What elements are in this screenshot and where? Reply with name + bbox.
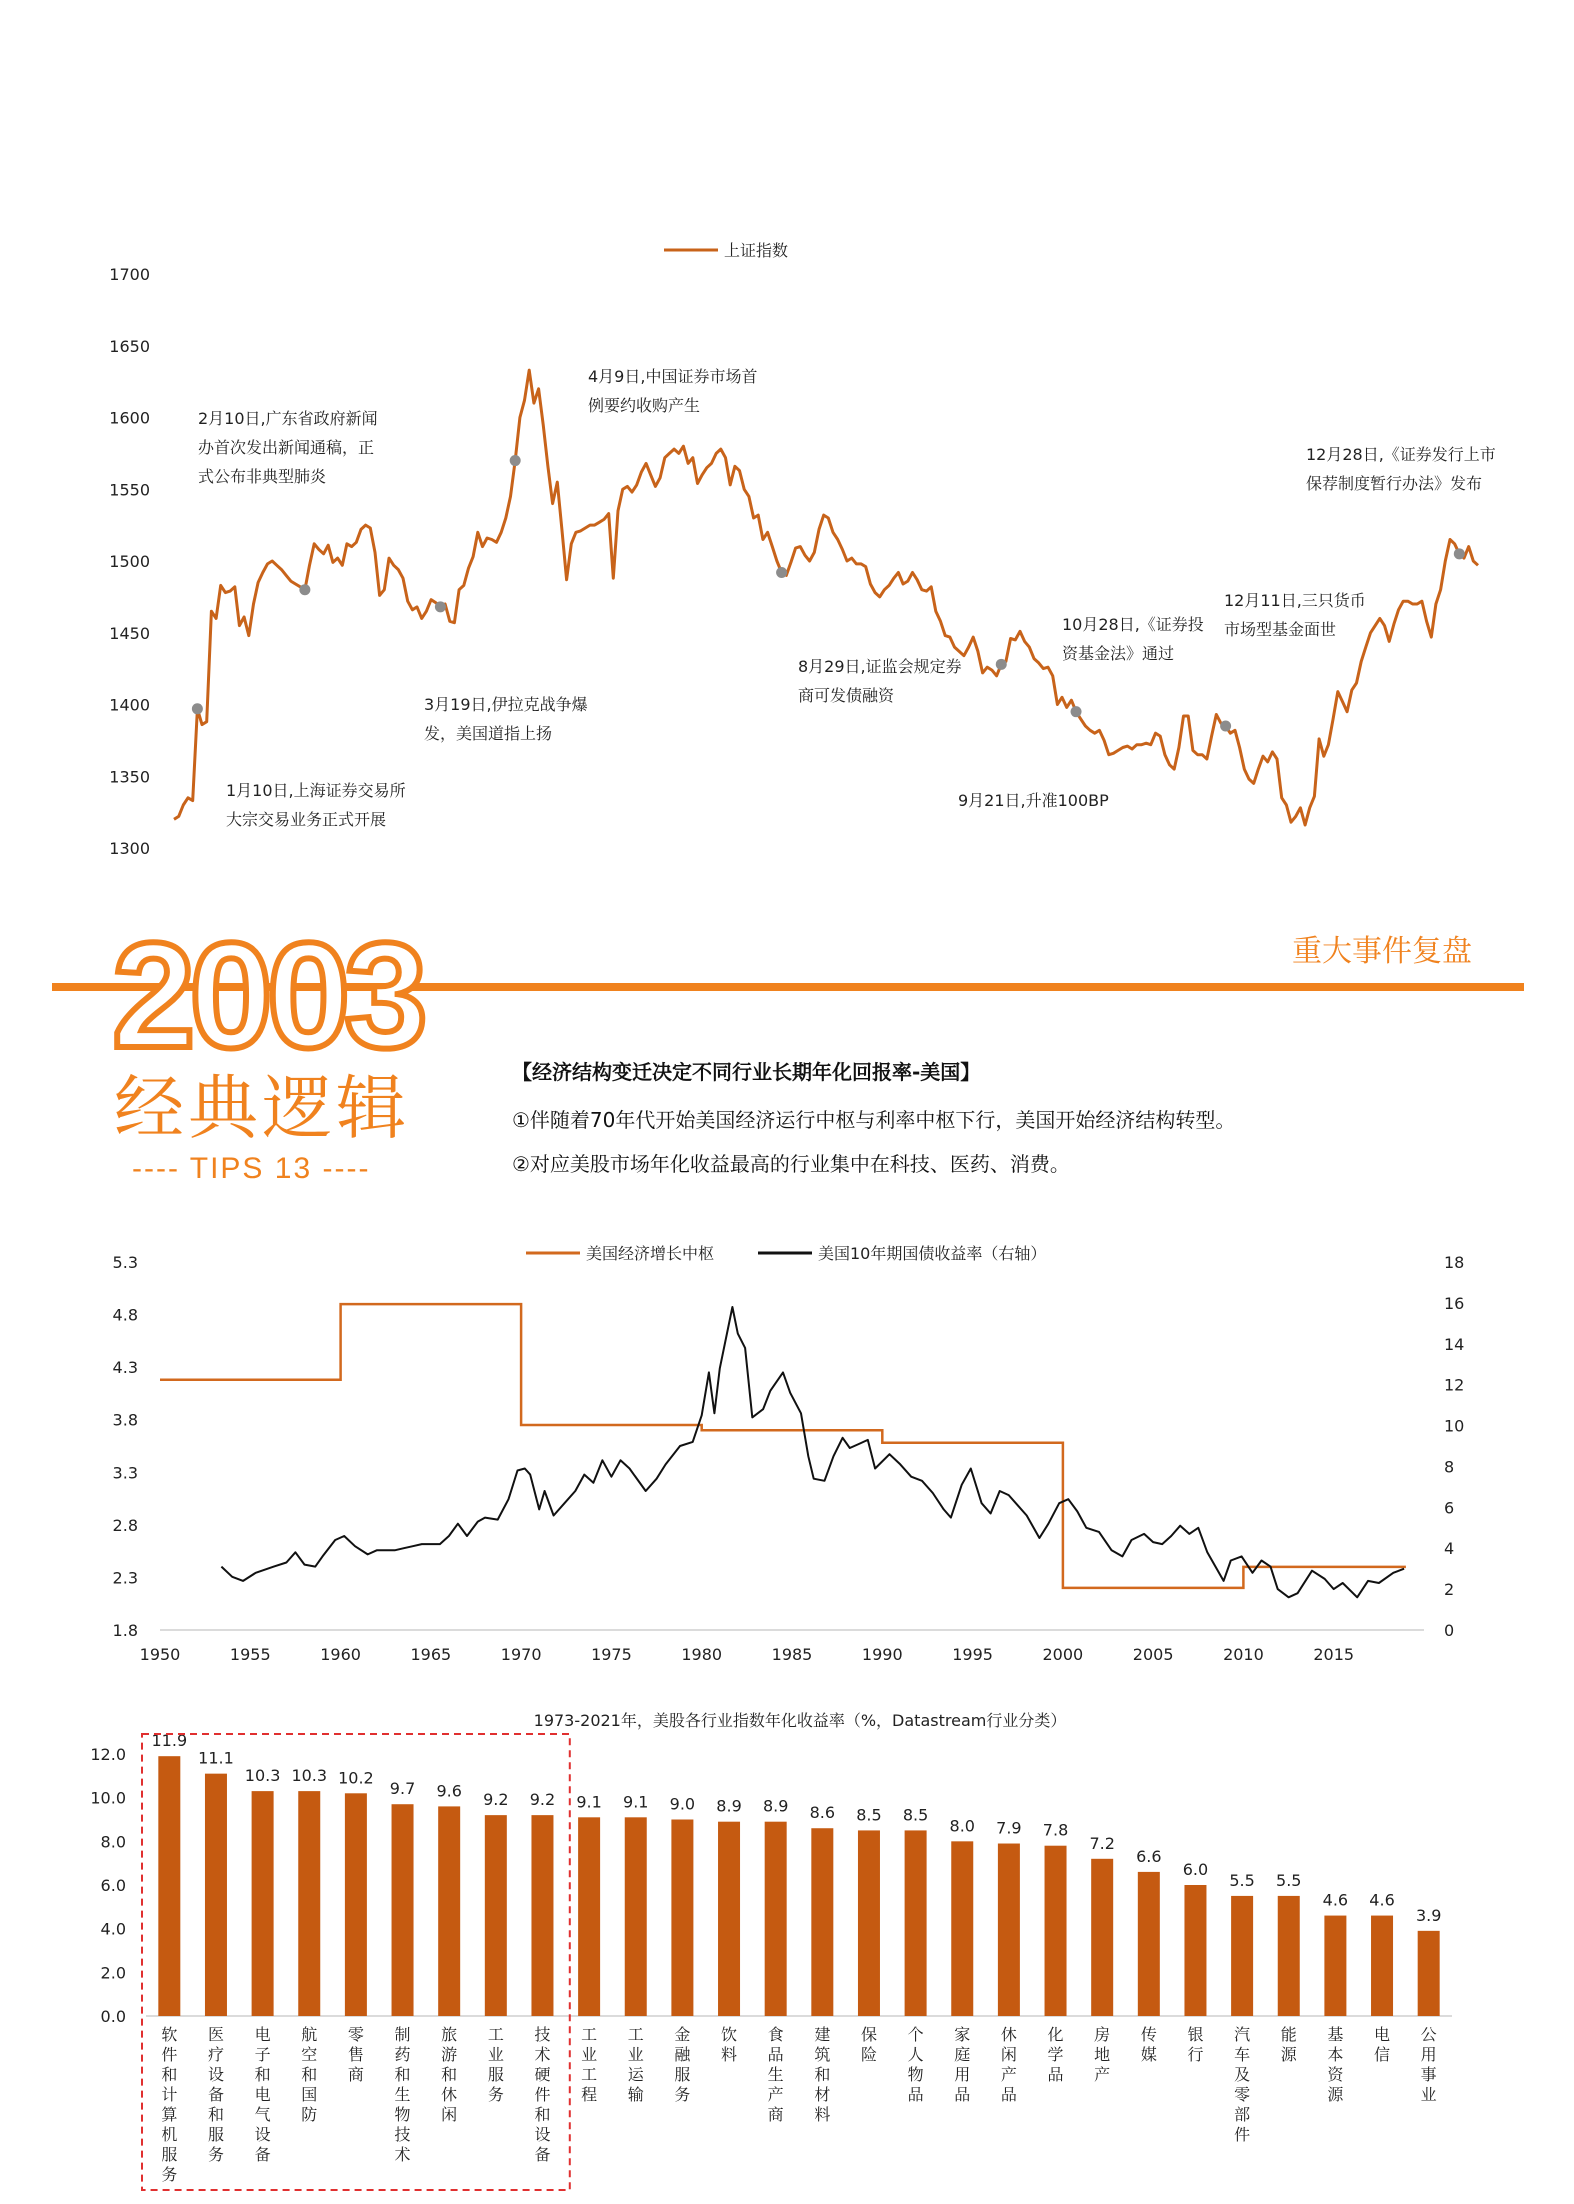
category-label: 建筑和材料 [814,2025,831,2124]
annotation-dec28: 12月28日,《证券发行上市 保荐制度暂行办法》发布 [1306,445,1496,493]
chart-title: 1973-2021年，美股各行业指数年化收益率（%，Datastream行业分类） [533,1711,1067,1730]
text-heading: 【经济结构变迁决定不同行业长期年化回报率-美国】 [512,1060,981,1084]
y-tick-label: 2.0 [100,1963,126,1983]
category-label: 家庭用品 [954,2025,971,2104]
y-right-tick-label: 14 [1444,1334,1465,1354]
category-label: 公用事业 [1420,2025,1437,2104]
x-tick-label: 1975 [591,1645,632,1664]
y-right-tick-label: 8 [1444,1457,1455,1477]
bar-value-label: 8.6 [809,1803,836,1823]
category-label: 饮料 [721,2025,738,2064]
y-right-tick-label: 16 [1444,1293,1465,1313]
bar [905,1830,927,2016]
bar [1138,1872,1160,2016]
y-tick-label: 0.0 [100,2007,126,2026]
bar [1324,1916,1346,2016]
annotation-sep21: 9月21日,升准100BP [958,791,1109,810]
bar-value-label: 8.5 [902,1805,929,1825]
category-label: 工业运输 [627,2025,644,2104]
bar [205,1774,227,2016]
bar [951,1841,973,2016]
x-tick-label: 1980 [681,1645,723,1664]
bar [998,1844,1020,2016]
banner-year: 2003 [112,911,422,1079]
annotation-aug29: 8月29日,证监会规定券 商可发债融资 [798,657,962,705]
x-tick-label: 1950 [139,1645,181,1664]
bar-value-label: 10.3 [244,1766,281,1786]
x-tick-label: 2010 [1223,1645,1264,1664]
category-label: 传媒 [1140,2025,1157,2064]
x-tick-label: 1990 [861,1645,903,1664]
bar-value-label: 9.6 [436,1781,462,1801]
bar [1184,1885,1206,2016]
category-label: 化学品 [1047,2025,1064,2084]
y-right-tick-label: 18 [1444,1253,1465,1272]
bar-value-label: 9.1 [576,1792,602,1812]
bar-value-label: 10.2 [338,1768,374,1788]
category-label: 工业服务 [487,2025,504,2104]
category-label: 工业工程 [581,2025,598,2104]
category-label: 房地产 [1094,2025,1111,2084]
bar [345,1793,367,2016]
legend-label: 上证指数 [724,241,789,260]
y-left-tick-label: 5.3 [112,1253,138,1272]
category-label: 航空和国防 [301,2025,318,2124]
bar-value-label: 11.9 [151,1731,188,1751]
y-tick-label: 1300 [109,839,150,858]
annotation-mar19: 3月19日,伊拉克战争爆 发，美国道指上扬 [424,695,588,743]
bar-value-label: 8.0 [949,1816,975,1836]
category-label: 基本资源 [1327,2025,1344,2104]
x-tick-label: 2015 [1313,1645,1355,1664]
category-label: 休闲产品 [1000,2025,1017,2104]
bar [671,1820,693,2017]
y-left-tick-label: 4.3 [112,1358,138,1378]
x-tick-label: 1995 [952,1645,993,1664]
legend-label-growth: 美国经济增长中枢 [586,1244,715,1263]
annotation-dec11: 12月11日,三只货币 市场型基金面世 [1224,591,1366,639]
y-right-tick-label: 4 [1444,1539,1455,1559]
bar-value-label: 9.7 [389,1779,416,1799]
x-tick-label: 2005 [1132,1645,1174,1664]
y-tick-label: 1400 [109,695,150,715]
category-label: 汽车及零部件 [1234,2025,1251,2144]
y-tick-label: 6.0 [100,1876,126,1895]
y-left-tick-label: 2.8 [112,1515,138,1535]
text-line-1: ①伴随着70年代开始美国经济运行中枢与利率中枢下行，美国开始经济结构转型。 [512,1108,1236,1132]
bar-value-label: 9.1 [623,1792,649,1812]
y-left-tick-label: 4.8 [112,1305,138,1325]
y-tick-label: 1500 [109,552,150,571]
bar [1278,1896,1300,2016]
section-title: 重大事件复盘 [1292,934,1472,969]
y-tick-label: 1350 [109,767,150,787]
bar [625,1817,647,2016]
bar-value-label: 4.6 [1369,1890,1395,1910]
category-label: 电信 [1374,2025,1391,2064]
annotation-jan10: 1月10日,上海证券交易所 大宗交易业务正式开展 [226,781,406,829]
category-label: 零售商 [347,2025,364,2084]
y-right-tick-label: 12 [1444,1375,1465,1395]
category-label: 制药和生物技术 [394,2025,411,2164]
annotation-apr9: 4月9日,中国证券市场首 例要约收购产生 [588,367,758,415]
bar-value-label: 5.5 [1276,1870,1302,1890]
annotation-feb10: 2月10日,广东省政府新闻 办首次发出新闻通稿，正 式公布非典型肺炎 [198,409,378,486]
y-tick-label: 1600 [109,408,150,428]
y-right-tick-label: 0 [1444,1621,1455,1640]
y-right-tick-label: 6 [1444,1498,1455,1518]
bar [252,1791,274,2016]
y-left-tick-label: 3.3 [112,1463,138,1483]
text-line-2: ②对应美股市场年化收益最高的行业集中在科技、医药、消费。 [512,1152,1070,1176]
bar [158,1756,180,2016]
bar-value-label: 3.9 [1415,1905,1442,1925]
bar-value-label: 7.9 [996,1818,1022,1838]
bar [1231,1896,1253,2016]
x-tick-label: 1985 [771,1645,813,1664]
category-label: 银行 [1187,2025,1204,2064]
bar-value-label: 8.5 [856,1805,882,1825]
y-tick-label: 1550 [109,480,150,500]
bar-value-label: 4.6 [1322,1890,1349,1910]
bar-value-label: 7.2 [1089,1833,1115,1853]
legend-label-yield: 美国10年期国债收益率（右轴） [818,1244,1047,1263]
bar [1371,1916,1393,2016]
category-label: 软件和计算机服务 [161,2025,178,2184]
annotation-oct28: 10月28日,《证券投 资基金法》通过 [1062,615,1204,663]
y-right-tick-label: 2 [1444,1580,1455,1600]
category-label: 保险 [860,2025,877,2064]
bar [811,1828,833,2016]
bar [438,1806,460,2016]
bar-value-label: 9.2 [529,1790,556,1810]
bar [765,1822,787,2016]
bar [578,1817,600,2016]
y-tick-label: 12.0 [90,1745,126,1764]
bar [858,1830,880,2016]
category-label: 旅游和休闲 [441,2025,458,2124]
category-label: 食品生产商 [767,2025,784,2124]
bar [392,1804,414,2016]
y-tick-label: 1450 [109,623,150,643]
y-tick-label: 1650 [109,336,150,356]
bar-value-label: 5.5 [1229,1870,1255,1890]
x-tick-label: 1965 [410,1645,452,1664]
x-tick-label: 1970 [500,1645,542,1664]
y-tick-label: 1700 [109,265,150,284]
category-label: 技术硬件和设备 [534,2025,551,2164]
x-tick-label: 1960 [320,1645,361,1664]
y-left-tick-label: 1.8 [112,1621,138,1640]
bar [718,1822,740,2016]
x-tick-label: 2000 [1042,1645,1084,1664]
bar-value-label: 11.1 [198,1748,234,1768]
bar-value-label: 9.0 [669,1794,696,1814]
category-label: 个人物品 [907,2025,924,2104]
category-label: 金融服务 [674,2025,691,2104]
bar [485,1815,507,2016]
category-label: 能源 [1280,2025,1297,2064]
bar-value-label: 8.9 [716,1796,742,1816]
bar-value-label: 8.9 [762,1796,789,1816]
category-label: 电子和电气设备 [254,2025,271,2164]
y-left-tick-label: 2.3 [112,1568,138,1588]
y-tick-label: 4.0 [100,1919,126,1939]
bar-value-label: 6.6 [1136,1846,1162,1866]
y-right-tick-label: 10 [1444,1416,1465,1436]
bar-value-label: 9.2 [483,1790,509,1810]
x-tick-label: 1955 [229,1645,271,1664]
category-label: 医疗设备和服务 [207,2025,224,2164]
bar [1091,1859,1113,2016]
bar [1418,1931,1440,2016]
bar-value-label: 6.0 [1182,1860,1209,1879]
bar [1045,1846,1067,2016]
bar-value-label: 7.8 [1042,1820,1069,1840]
banner-subtitle: 经典逻辑 [114,1067,410,1149]
banner-tips: ---- TIPS 13 ---- [132,1152,371,1185]
bar [298,1791,320,2016]
y-tick-label: 10.0 [90,1788,126,1808]
bar [531,1815,553,2016]
y-left-tick-label: 3.8 [112,1410,138,1430]
y-tick-label: 8.0 [100,1832,126,1852]
bar-value-label: 10.3 [291,1766,328,1786]
